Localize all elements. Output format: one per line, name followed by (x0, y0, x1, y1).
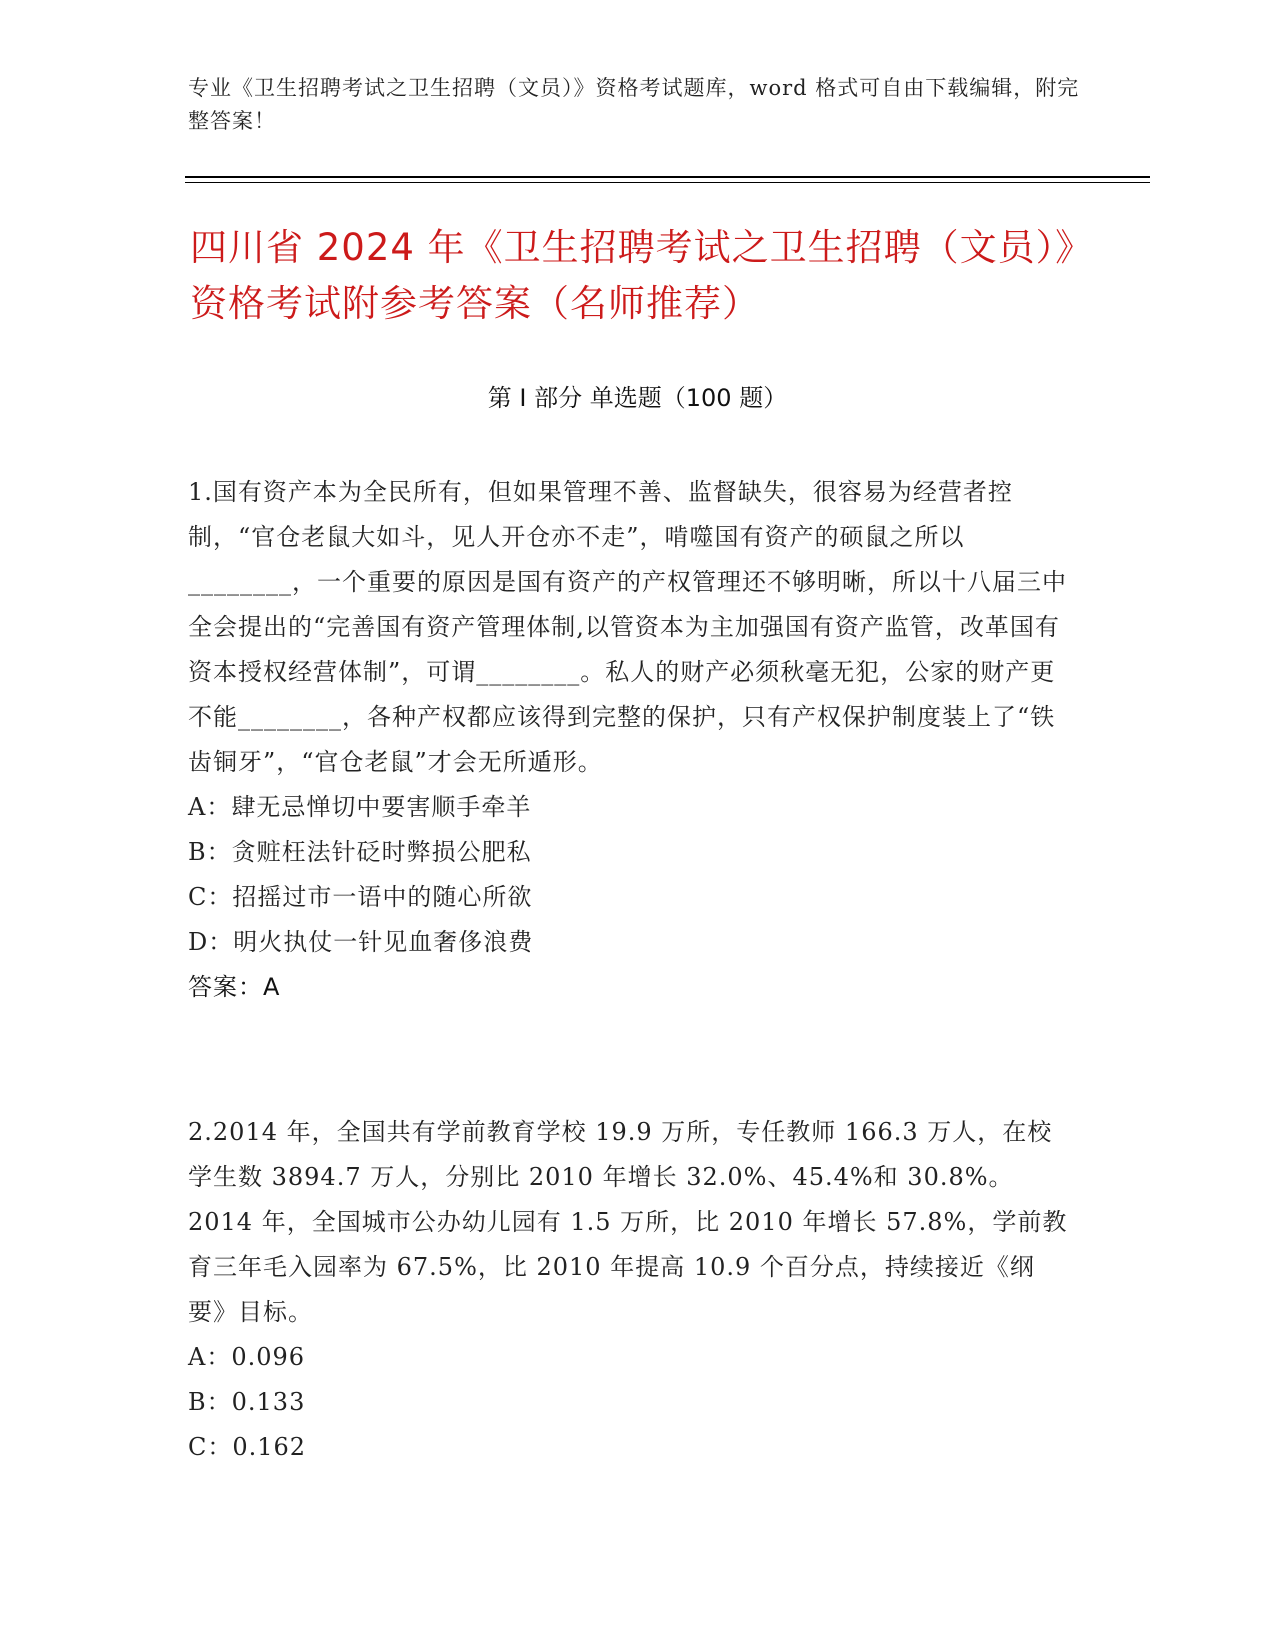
option-c: C：0.162 (188, 1433, 307, 1461)
header-note: 专业《卫生招聘考试之卫生招聘（文员）》资格考试题库，word 格式可自由下载编辑，附完整答案！ (188, 76, 1080, 133)
answer-line: 答案：A (188, 973, 281, 1001)
option-d: D：明火执仗一针见血奢侈浪费 (188, 928, 534, 956)
document-title: 四川省 2024 年《卫生招聘考试之卫生招聘（文员）》资格考试附参考答案（名师推荐） (190, 226, 1075, 325)
section-title: 第 I 部分 单选题（100 题） (487, 384, 788, 412)
option-b: B：0.133 (188, 1388, 306, 1416)
option-a: A：肆无忌惮切中要害顺手牵羊 (188, 793, 532, 821)
header-rule-thick (185, 176, 1150, 178)
option-a: A：0.096 (188, 1343, 306, 1371)
option-b: B：贪赃枉法针砭时弊损公肥私 (188, 838, 532, 866)
question-2 (188, 1110, 1068, 1470)
question-1 (188, 470, 1068, 1010)
question-stem: 2.2014 年，全国共有学前教育学校 19.9 万所，专任教师 166.3 万人，在校学生数 3894.7 万人，分别比 2010 年增长 32.0%、45.4%和 30.8%。2014 年，全国城市公办幼儿园有 1.5 万所，比 2010 年增长 57.8%，学前教育三年毛入园率为 67.5%，比 2010 年提高 10.9 个百分点，持续接近《纲要》目标。 (188, 1118, 1068, 1326)
question-stem: 1.国有资产本为全民所有，但如果管理不善、监督缺失，很容易为经营者控制，“官仓老鼠大如斗，见人开仓亦不走”，啃噬国有资产的硕鼠之所以________，一个重要的原因是国有资产的产权管理还不够明晰，所以十八届三中全会提出的“完善国有资产管理体制,以管资本为主加强国有资产监管，改革国有资本授权经营体制”，可谓________。私人的财产必须秋毫无犯，公家的财产更不能________，各种产权都应该得到完整的保护，只有产权保护制度装上了“铁齿铜牙”，“官仓老鼠”才会无所遁形。 (188, 478, 1067, 776)
header-rule-thin (185, 182, 1150, 183)
option-c: C：招摇过市一语中的随心所欲 (188, 883, 533, 911)
